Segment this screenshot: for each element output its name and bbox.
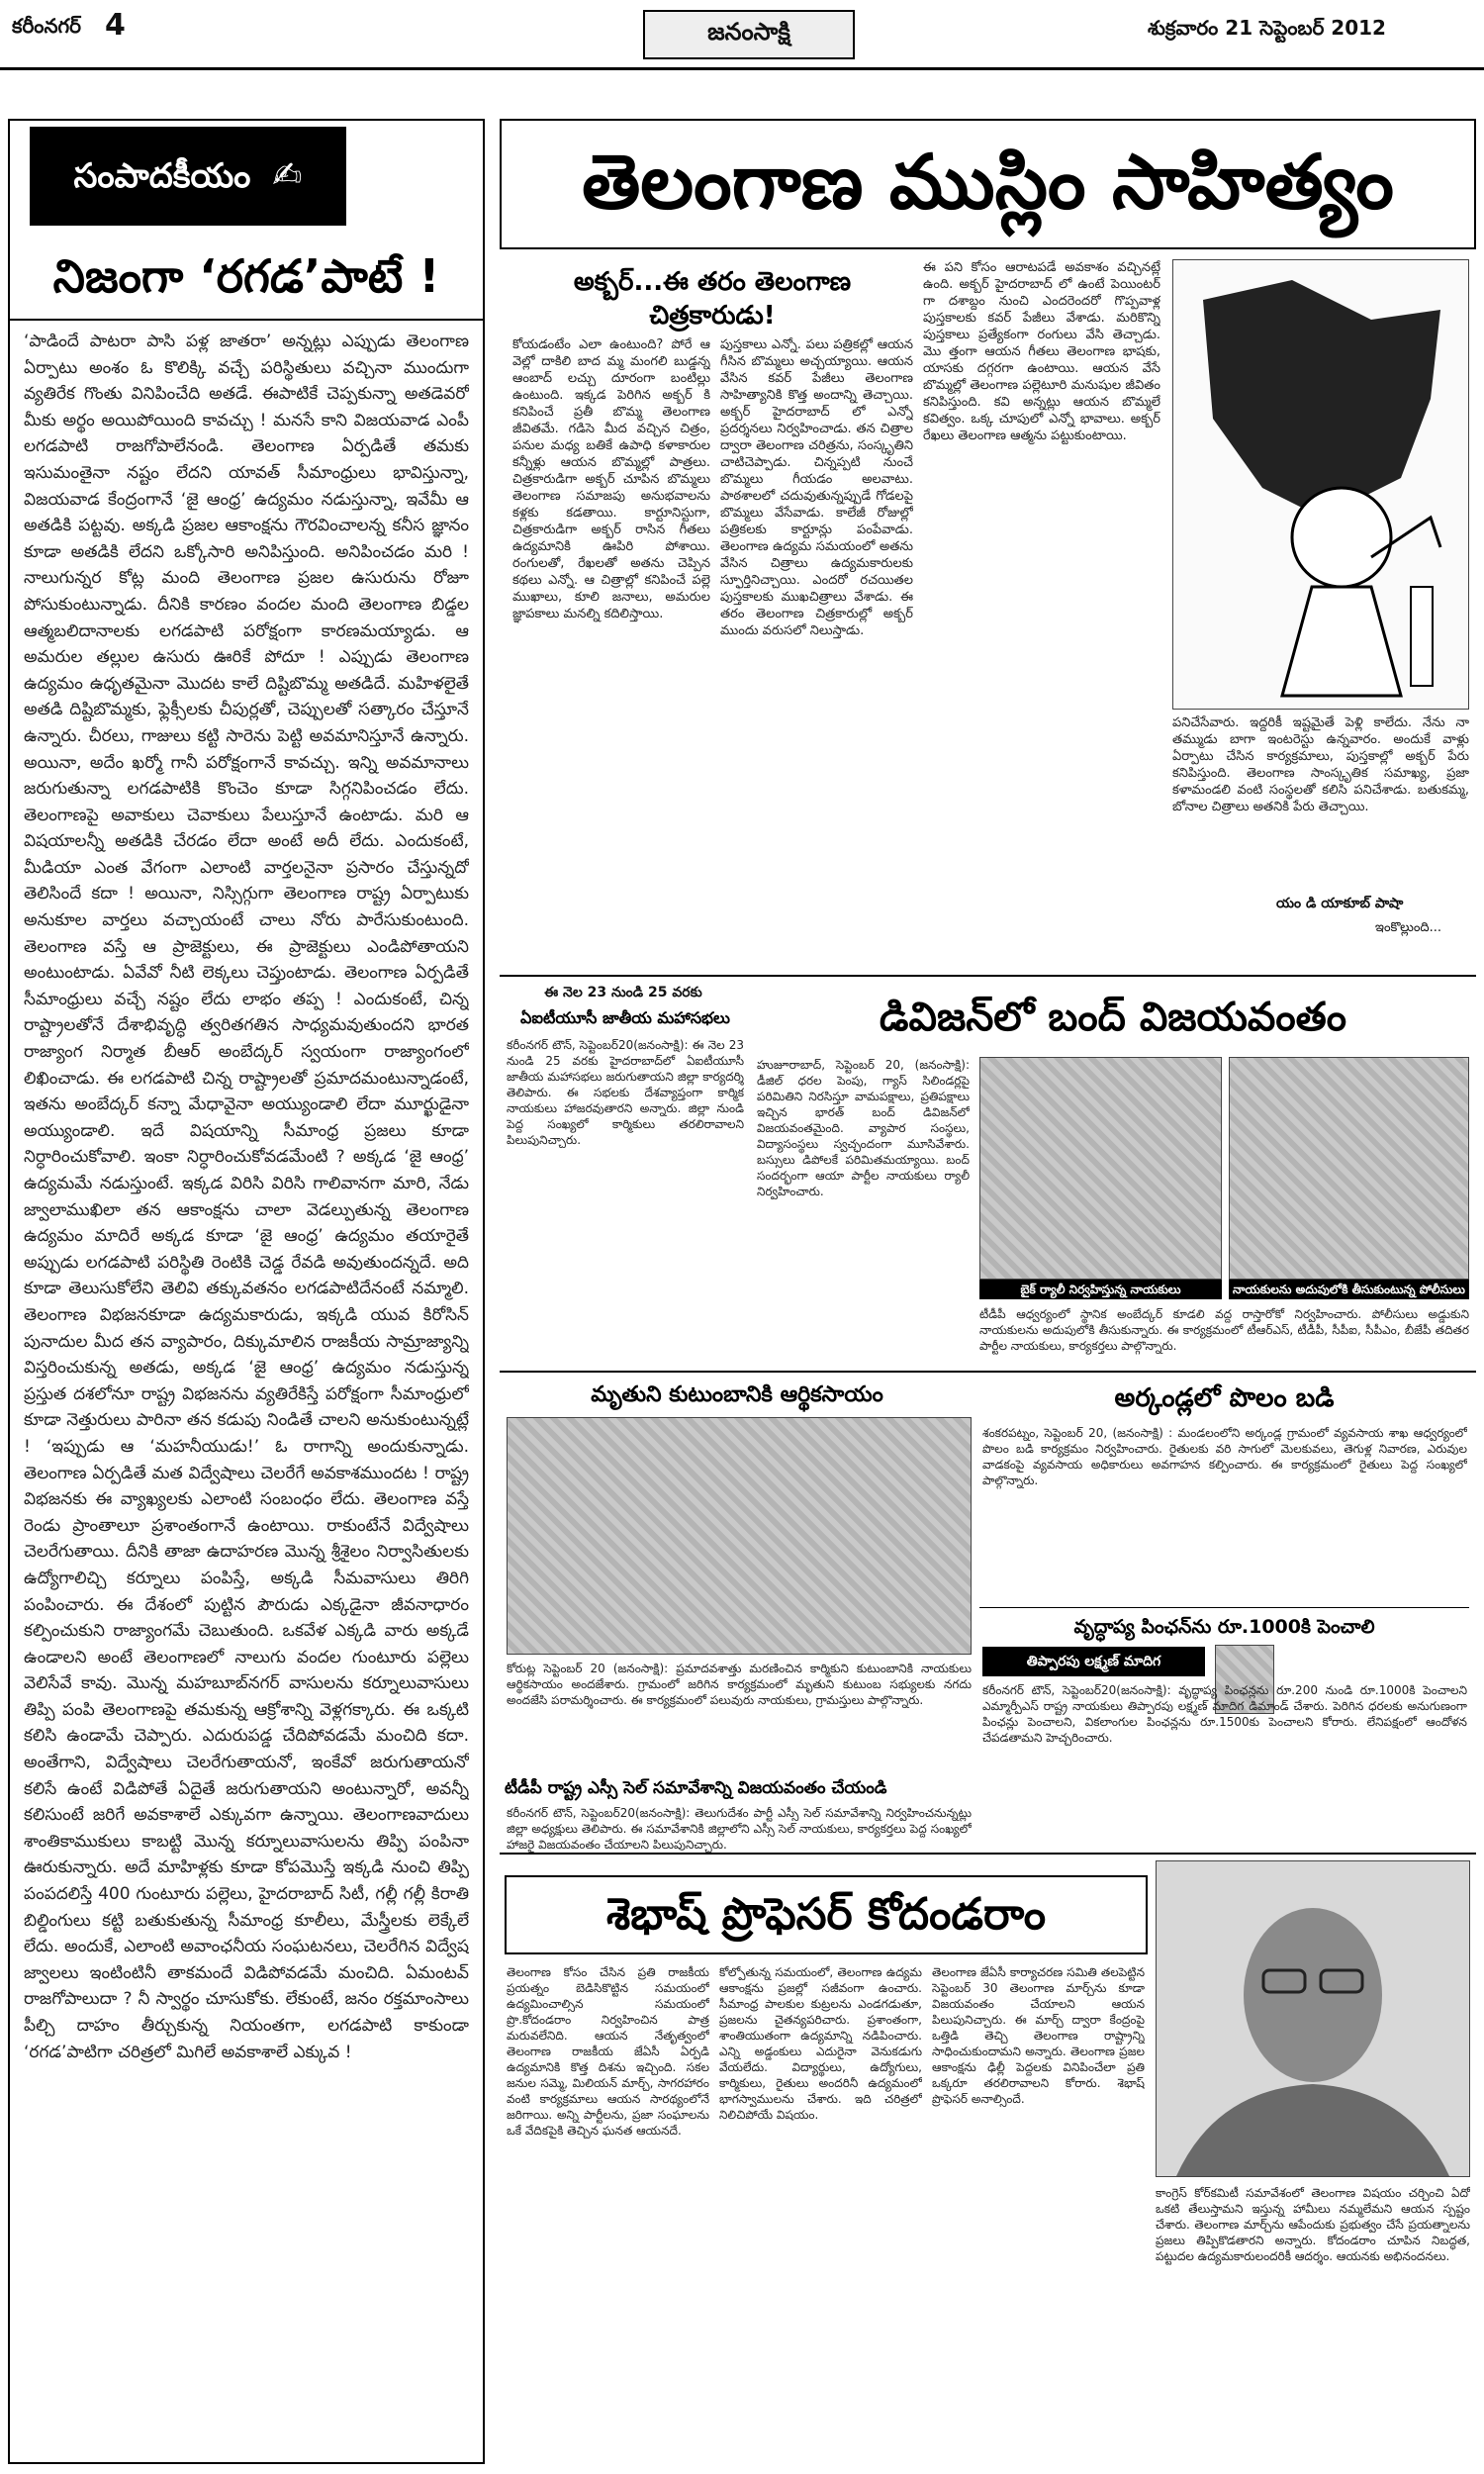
arkandla-rule <box>979 1607 1469 1608</box>
masthead-paper-name: జనంసాక్షి <box>707 18 790 46</box>
main-banner-box <box>500 119 1476 249</box>
masthead-location: కరీంనగర్ <box>12 14 81 38</box>
akbar-signature-note: ఇంకొల్లుంది... <box>1375 920 1442 935</box>
pension-text: కరీంనగర్‌ టౌన్‌, సెప్టెంబర్‌20(జనంసాక్షి): వృద్ధాప్య పింఛన్లను రూ.200 నుండి రూ.1000కి పెంచాలని ఎమ్మార్పీఎస్‌ రాష్ట్ర నాయకులు తిప్పారపు లక్ష్మణ్‌ మాదిగ డిమాండ్‌ చేశారు. పెరిగిన ధరలకు అనుగుణంగా పింఛన్లు పెంచాలని, వికలాంగుల పింఛన్లను రూ.1500కు పెంచాలని కోరారు. లేనిపక్షంలో ఆందోళన చేపడతామని హెచ్చరించారు. <box>982 1683 1467 1745</box>
editorial-title: నిజంగా ‘రగడ’పాటే ! <box>52 249 440 303</box>
akbar-col4: పనిచేసేవారు. ఇద్దరికీ ఇష్టమైతే పెళ్లి కాలేదు. నేను నా తమ్ముడు బాగా ఇంటరెస్టు ఉన్నవారం. అందుకే వాళ్లు ఏర్పాటు చేసిన కార్యక్రమాలు, పుస్తకాల్లో అక్బర్ పేరు కనిపిస్తుంది. తెలంగాణ సాంస్కృతిక సమాఖ్య, ప్రజా కళామండలి వంటి సంస్థలతో కలిసి పనిచేశాడు. బతుకమ్మ, బోనాల చిత్రాలు అతనికి పేరు తెచ్చాయి. <box>1172 715 1469 814</box>
bandh-title: డివిజన్‌లో బంద్‌ విజయవంతం <box>879 995 1347 1040</box>
editorial-section-banner <box>30 127 346 226</box>
editorial-section-label: సంపాదకీయం <box>73 156 251 196</box>
pen-icon: ✍ <box>272 155 303 196</box>
editorial-column <box>8 119 485 2464</box>
tdp-title: టీడీపీ రాష్ట్ర ఎస్సీ సెల్‌ సమావేశాన్ని విజయవంతం చేయండి <box>505 1778 887 1798</box>
akbar-col1: కోయడంటేం ఎలా ఉంటుంది? పోరే ఆ వెల్లో దాకిలి బాద మ్మ మంగలి బుడ్డన్న ఆంబాద్ లచ్చు దూరంగా బంటిల్లు ఉంటుంది. ఇక్కడ పెరిగిన అక్బర్ కి కనిపించే ప్రతీ బొమ్మ తెలంగాణ జీవితమే. గడిసె మీద వచ్చిన చిత్రం, పనుల మధ్య బతికే ఉపాధి కళాకారుల కన్నీళ్లు ఆయన బొమ్మల్లో పాత్రలు. చిత్రకారుడిగా అక్బర్ చూపిన బొమ్మలు తెలంగాణ సమాజపు అనుభవాలను కళ్లకు కడతాయి. కార్టూనిస్టుగా, చిత్రకారుడిగా అక్బర్ రాసిన గీతలు ఉద్యమానికి ఊపిరి పోశాయి. రంగులతో, రేఖలతో అతను చెప్పిన కథలు ఎన్నో. ఆ చిత్రాల్లో కనిపించే పల్లె ముఖాలు, కూలి జనాలు, అమరుల జ్ఞాపకాలు మనల్ని కదిలిస్తాయి. <box>512 337 710 621</box>
editorial-title-rule <box>10 319 483 321</box>
aituc-kicker: ఈ నెల 23 నుండి 25 వరకు <box>544 985 702 1000</box>
aituc-title: ఏఐటీయూసీ జాతీయ మహాసభలు <box>520 1008 730 1027</box>
bandh-photo-police <box>1229 1057 1469 1280</box>
portrait-silhouette <box>1157 1861 1469 2176</box>
aid-text: కోరుట్ల సెప్టెంబర్‌ 20 (జనంసాక్షి): ప్రమాదవశాత్తు మరణించిన కార్మికుని కుటుంబానికి నాయకులు ఆర్థికసాయం అందజేశారు. గ్రామంలో జరిగిన కార్యక్రమంలో మృతుని కుటుంబ సభ్యులకు నగదు అందజేసి పరామర్శించారు. ఈ కార్యక్రమంలో పలువురు నాయకులు, గ్రామస్తులు పాల్గొన్నారు. <box>507 1662 972 1707</box>
bandh-caption-police: నాయకులను అదుపులోకి తీసుకుంటున్న పోలీసులు <box>1229 1280 1469 1299</box>
arkandla-title: అర్కండ్లలో పొలం బడి <box>1114 1383 1335 1413</box>
akbar-illustration <box>1172 259 1469 710</box>
mid-rule-2 <box>500 1853 1476 1855</box>
pension-title: వృద్ధాప్య పింఛన్‌ను రూ.1000కి పెంచాలి <box>1073 1616 1375 1638</box>
akbar-bottom-rule <box>500 975 1476 977</box>
pension-byline-box <box>982 1647 1205 1676</box>
kodandaram-col3: తెలంగాణ జేఏసీ కార్యాచరణ సమితి తలపెట్టిన సెప్టెంబర్‌ 30 తెలంగాణ మార్చ్‌ను కూడా విజయవంతం చేయాలని ఆయన పిలుపునిచ్చారు. ఈ మార్చ్‌ ద్వారా కేంద్రంపై ఒత్తిడి తెచ్చి తెలంగాణ రాష్ట్రాన్ని సాధించుకుందామని అన్నారు. తెలంగాణ ప్రజల ఆకాంక్షను ఢిల్లీ పెద్దలకు వినిపించేలా ప్రతి ఒక్కరూ తరలిరావాలని కోరారు. శెభాష్ ప్రొఫెసర్ అనాల్సిందే. <box>932 1965 1145 2106</box>
pension-byline: తిప్పారపు లక్ష్మణ్‌ మాదిగ <box>1026 1654 1161 1669</box>
main-banner-title: తెలంగాణ ముస్లిం సాహిత్యం <box>582 138 1394 226</box>
bandh-text: హుజూరాబాద్‌, సెప్టెంబర్‌ 20, (జనంసాక్షి): డీజిల్‌ ధరల పెంపు, గ్యాస్‌ సిలిండర్లపై పరిమితిని నిరసిస్తూ వామపక్షాలు, ప్రతిపక్షాలు ఇచ్చిన భారత్‌ బంద్‌ డివిజన్‌లో విజయవంతమైంది. వ్యాపార సంస్థలు, విద్యాసంస్థలు స్వచ్ఛందంగా మూసివేశారు. బస్సులు డిపోలకే పరిమితమయ్యాయి. బంద్‌ సందర్భంగా ఆయా పార్టీల నాయకులు ర్యాలీ నిర్వహించారు. <box>757 1058 970 1198</box>
akbar-signature: యం డి యాకూబ్ పాషా <box>1276 896 1404 911</box>
akbar-col3: ఈ పని కోసం ఆరాటపడే అవకాశం వచ్చినట్లే ఉంది. అక్బర్ హైదరాబాద్ లో ఉంటే పెయింటర్ గా దశాబ్దం నుంచి ఎందరెందరో గొప్పవాళ్ల పుస్తకాలకు కవర్ పేజీలు వేశాడు. మరికొన్ని పుస్తకాలు ప్రత్యేకంగా రంగులు వేసి తెచ్చాడు. మొ త్తంగా ఆయన గీతలు తెలంగాణ భాషకు, యాసకు దగ్గరగా ఉంటాయి. ఆయన వేసే బొమ్మల్లో తెలంగాణ పల్లెటూరి మనుషుల జీవితం కనిపిస్తుంది. కవి అన్నట్లు ఆయన బొమ్మలే కవిత్వం. ఒక్క చూపులో ఎన్నో భావాలు. అక్బర్ రేఖలు తెలంగాణ ఆత్మను పట్టుకుంటాయి. <box>923 260 1160 443</box>
aid-photo <box>507 1417 972 1655</box>
aituc-text: కరీంనగర్‌ టౌన్‌, సెప్టెంబర్‌20(జనంసాక్షి): ఈ నెల 23 నుండి 25 వరకు హైదరాబాద్‌లో ఏఐటీయూసీ జాతీయ మహాసభలు జరుగుతాయని జిల్లా కార్యదర్శి తెలిపారు. ఈ సభలకు దేశవ్యాప్తంగా కార్మిక నాయకులు హాజరవుతారని అన్నారు. జిల్లా నుండి పెద్ద సంఖ్యలో కార్మికులు తరలిరావాలని పిలుపునిచ్చారు. <box>507 1038 744 1147</box>
kodandaram-title: శెభాష్‌ ప్రొఫెసర్‌ కోదండరాం <box>605 1889 1047 1940</box>
bandh-text-2: టీడీపీ ఆధ్వర్యంలో స్థానిక అంబేద్కర్ కూడలి వద్ద రాస్తారోకో నిర్వహించారు. పోలీసులు అడ్డుకుని నాయకులను అదుపులోకి తీసుకున్నారు. ఈ కార్యక్రమంలో టీఆర్‌ఎస్‌, టీడీపీ, సీపీఐ, సీపీఎం, బీజేపీ తదితర పార్టీల నాయకులు, కార్యకర్తలు పాల్గొన్నారు. <box>979 1307 1469 1353</box>
aid-title: మృతుని కుటుంబానికి ఆర్థికసాయం <box>591 1382 883 1407</box>
kodandaram-banner <box>505 1875 1148 1954</box>
akbar-title: అక్బర్‌...ఈ తరం తెలంగాణ చిత్రకారుడు! <box>573 267 852 331</box>
kodandaram-photo <box>1156 1860 1470 2177</box>
arkandla-text: శంకరపట్నం, సెప్టెంబర్‌ 20, (జనంసాక్షి) : మండలంలోని అర్కండ్ల గ్రామంలో వ్యవసాయ శాఖ ఆధ్వర్యంలో పొలం బడి కార్యక్రమం నిర్వహించారు. రైతులకు వరి సాగులో మెలకువలు, తెగుళ్ల నివారణ, ఎరువుల వాడకంపై వ్యవసాయ అధికారులు అవగాహన కల్పించారు. ఈ కార్యక్రమంలో రైతులు పెద్ద సంఖ్యలో పాల్గొన్నారు. <box>982 1426 1467 1487</box>
mid-rule-1 <box>500 1371 1476 1373</box>
bandh-photo-rally <box>979 1057 1222 1280</box>
editorial-body: ‘పాడిందే పాటరా పాసి పళ్ల జాతరా’ అన్నట్లు ఎప్పుడు తెలంగాణ ఏర్పాటు అంశం ఓ కొలిక్కి వచ్చే పరిస్థితులు వచ్చినా ముందుగా వ్యతిరేక గొంతు వినిపించేది అతడే. ఈపాటికే చెప్పకున్నా అతడెవరో మీకు అర్థం అయిపోయింది కావచ్చు ! మనసే కాని విజయవాడ ఎంపీ లగడపాటి రాజగోపాలేనండి. తెలంగాణ ఏర్పడితే తమకు ఇసుమంతైనా నష్టం లేదని యావత్ సీమాంధ్రులు భావిస్తున్నా, విజయవాడ కేంద్రంగానే ‘జై ఆంధ్ర’ ఉద్యమం నడుస్తున్నా, ఇవేమీ ఆ అతడికి పట్టవు. అక్కడి ప్రజల ఆకాంక్షను గౌరవించాలన్న కనీస జ్ఞానం కూడా అతడికి లేదని ఒక్కోసారి అనిపిస్తుంది. అనిపించడం మరి ! నాలుగున్నర కోట్ల మంది తెలంగాణ ప్రజల ఉసురును రోజూ పోసుకుంటున్నాడు. దీనికి కారణం వందల మంది తెలంగాణ బిడ్డల ఆత్మబలిదానాలకు లగడపాటి పరోక్షంగా కారణమయ్యాడు. ఆ అమరుల తల్లుల ఉసురు ఊరికే పోదూ ! ఎప్పుడు తెలంగాణ ఉద్యమం ఉధృతమైనా మొదట కాలే దిష్టిబొమ్మ అతడిదే. మహిళలైతే అతడి దిష్టిబొమ్మకు, ఫ్లెక్సీలకు చీపుర్లతో, చెప్పులతో సత్కారం చేస్తూనే ఉన్నారు. చీరలు, గాజులు కట్టి సారెను పెట్టి అవమానిస్తూనే ఉన్నారు. అయినా, అదేం ఖర్మో గానీ పరోక్షంగానే కావచ్చు. ఇన్ని అవమానాలు జరుగుతున్నా లగడపాటికి కొంచెం కూడా సిగ్గనిపించడం లేదు. తెలంగాణపై అవాకులు చెవాకులు పేలుస్తూనే ఉంటాడు. మరి ఆ విషయాలన్నీ అతడికి చేరడం లేదా అంటే అదీ లేదు. ఎందుకంటే, మీడియా ఎంత వేగంగా ఎలాంటి వార్తలనైనా ప్రసారం చేస్తున్నదో తెలిసిందే కదా ! అయినా, నిస్సిగ్గుగా తెలంగాణ రాష్ట్ర ఏర్పాటుకు అనుకూల వార్తలు వచ్చాయంటే చాలు నోరు పారేసుకుంటుంది. తెలంగాణ వస్తే ఆ ప్రాజెక్టులు, ఈ ప్రాజెక్టులు ఎండిపోతాయని అంటుంటాడు. ఏవేవో నీటి లెక్కలు చెప్తుంటాడు. తెలంగాణ ఏర్పడితే సీమాంధ్రులు వచ్చే నష్టం లేదు లాభం తప్ప ! ఎందుకంటే, చిన్న రాష్ట్రాలతోనే దేశాభివృద్ధి త్వరితగతిన సాధ్యమవుతుందని భారత రాజ్యాంగ నిర్మాత బీఆర్ అంబేద్కర్ స్వయంగా రాజ్యాంగంలో లిఖించాడు. ఈ లగడపాటి చిన్న రాష్ట్రాలతో ప్రమాదమంటున్నాడంటే, ఇతను అంబేద్కర్ కన్నా మేధావైనా అయ్యుండాలి లేదా మూర్ఖుడైనా అయ్యుండాలి. ఇదే విషయాన్ని సీమాంధ్ర ప్రజలు కూడా నిర్ధారించుకోవాలి. ఇంకా నిర్ధారించుకోవడమేంటి ? అక్కడ ‘జై ఆంధ్ర’ ఉద్యమమే నడుస్తుంటే. ఇక్కడ విరిసి విరిసి గాలివానగా మారి, నేడు జ్వాలాముఖిలా తన ఆకాంక్షను చాలా వెడల్పుతున్న తెలంగాణ ఉద్యమం మాదిరే అక్కడ కూడా ‘జై ఆంధ్ర’ ఉద్యమం తయారైతే అప్పుడు లగడపాటి పరిస్థితి రెంటికి చెడ్డ రేవడి అవుతుందన్నదే. అది కూడా తెలుసుకోలేని తెలివి తక్కువతనం లగడపాటిదేనంటే నమ్మాలి. తెలంగాణ విభజనకూడా ఉద్యమకారుడు, ఇక్కడి యువ కిరోసిన్ పునాదుల మీద తన వ్యాపారం, దిక్కుమాలిన రాజకీయ సామ్రాజ్యాన్ని విస్తరించుకున్న అతడు, అక్కడ ‘జై ఆంధ్ర’ ఉద్యమం నడుస్తున్న ప్రస్తుత దశలోనూ రాష్ట్ర విభజనను వ్యతిరేకిస్తే పరోక్షంగా సీమాంధ్రులో కూడా నెత్తురులు పారినా తన కడుపు నిండితే చాలని అనుకుంటున్నట్లే ! ‘ఇప్పుడు ఆ ‘మహనీయుడు!’ ఓ రాగాన్ని అందుకున్నాడు. తెలంగాణ ఏర్పడితే మత విద్వేషాలు చెలరేగే అవకాశముందట ! రాష్ట్ర విభజనకు ఈ వ్యాఖ్యలకు ఎలాంటి సంబంధం లేదు. తెలంగాణ వస్తే రెండు ప్రాంతాలూ ప్రశాంతంగానే ఉంటాయి. రాకుంటేనే విద్వేషాలు చెలరేగుతాయి. దీనికి తాజా ఉదాహరణ మొన్న శ్రీశైలం నిర్వాసితులకు ఉద్యోగాలిచ్చి కర్నూలు పంపిస్తే, అక్కడి సీమవాసులు తిరిగి పంపించారు. ఈ దేశంలో పుట్టిన పౌరుడు ఎక్కడైనా జీవనాధారం కల్పించుకుని రాజ్యాంగమే చెబుతుంది. ఒకవేళ ఎక్కడి వారు అక్కడే ఉండాలని అంటే తెలంగాణలో నాలుగు వందల గుంటూరు పల్లెలు వెలిసేవే కావు. మొన్న మహబూబ్‌నగర్‌ వాసులను కర్నూలువాసులు తిప్పి పంపి తెలంగాణపై తమకున్న ఆక్రోశాన్ని వెళ్లగక్కారు. ఈ ఒక్కటి కలిసి ఉండామే చెప్పారు. ఎదురుపడ్డ చేదిపోవడమే మంచిది కదా. అంతేగాని, విద్వేషాలు చెలరేగుతాయనో, ఇంకేవో జరుగుతాయనో కలిసే ఉంటే విడిపోతే ఏదైతే జరుగుతాయని అంటున్నారో, అవన్నీ కలిసుంటే జరిగే అవకాశాలే ఎక్కువగా ఉన్నాయి. తెలంగాణవాదులు శాంతికాముకులు కాబట్టి మొన్న కర్నూలువాసులను తిప్పి పంపినా ఊరుకున్నారు. అదే మాహిళ్లకు కూడా కోపమొస్తే ఇక్కడి నుంచి తిప్పి పంపదలిస్తే 400 గుంటూరు పల్లెలు, హైదరాబాద్ సిటీ, గల్లీ గల్లీ కిరాతి బిల్డింగులు కట్టి బతుకుతున్న సీమాంధ్ర కూలీలు, మేస్త్రీలకు లెక్కేలే లేదు. అందుకే, ఎలాంటి అవాంఛనీయ సంఘటనలు, చెలరేగిన విద్వేష జ్వాలలు ఇంటింటినీ తాకమందే విడిపోవడమే మంచిది. ఏమంటవ్ రాజగోపాలుదా ? నీ స్వార్థం చూసుకోకు. లేకుంటే, జనం రక్తమాంసాలు పీల్చి దాహం తీర్చుకున్న నియంతగా, లగడపాటి కాకుండా ‘రగడ’పాటిగా చరిత్రలో మిగిలే అవకాశాలే ఎక్కువ ! <box>24 332 469 2062</box>
masthead-date: శుక్రవారం 21 సెప్టెంబర్ 2012 <box>1148 16 1386 40</box>
tdp-text: కరీంనగర్‌ టౌన్‌, సెప్టెంబర్‌20(జనంసాక్షి): తెలుగుదేశం పార్టీ ఎస్సీ సెల్‌ సమావేశాన్ని నిర్వహించనున్నట్లు జిల్లా అధ్యక్షులు తెలిపారు. ఈ సమావేశానికి జిల్లాలోని ఎస్సీ సెల్‌ నాయకులు, కార్యకర్తలు పెద్ద సంఖ్యలో హాజరై విజయవంతం చేయాలని పిలుపునిచ్చారు. <box>507 1806 972 1852</box>
telangana-map-sketch <box>1173 260 1468 709</box>
masthead-logo <box>643 10 855 59</box>
kodandaram-col2: కోల్పోతున్న సమయంలో, తెలంగాణ ఉద్యమ ఆకాంక్షను ప్రజల్లో సజీవంగా ఉంచారు. సీమాంధ్ర పాలకుల కుట్రలను ఎండగడుతూ, ప్రజలను చైతన్యపరిచారు. ప్రశాంతంగా, శాంతియుతంగా ఉద్యమాన్ని నడిపించారు. ఎన్ని అడ్డంకులు ఎదురైనా వెనుకడుగు వేయలేదు. విద్యార్థులు, ఉద్యోగులు, కార్మికులు, రైతులు అందరినీ ఉద్యమంలో భాగస్వాములను చేశారు. ఇది చరిత్రలో నిలిచిపోయే విషయం. <box>719 1965 922 2122</box>
kodandaram-col4: కాంగ్రెస్‌ కోర్‌కమిటీ సమావేశంలో తెలంగాణ విషయం చర్చించి ఏదో ఒకటి తేలుస్తామని ఇస్తున్న హామీలు నమ్మలేమని ఆయన స్పష్టం చేశారు. తెలంగాణ మార్చ్‌ను ఆపేందుకు ప్రభుత్వం చేసే ప్రయత్నాలను ప్రజలు తిప్పికొడతారని అన్నారు. కోదండరాం చూపిన నిబద్ధత, పట్టుదల ఉద్యమకారులందరికీ ఆదర్శం. ఆయనకు అభినందనలు. <box>1156 2186 1470 2263</box>
bandh-caption-rally: బైక్‌ ర్యాలీ నిర్వహిస్తున్న నాయకులు <box>979 1280 1222 1299</box>
masthead-rule <box>0 67 1484 70</box>
akbar-col2: పుస్తకాలు ఎన్నో. పలు పత్రికల్లో ఆయన గీసిన బొమ్మలు అచ్చయ్యాయి. ఆయన వేసిన కవర్ పేజీలు తెలంగాణ సాహిత్యానికి కొత్త అందాన్ని తెచ్చాయి. అక్బర్ హైదరాబాద్ లో ఎన్నో ప్రదర్శనలు నిర్వహించాడు. తన చిత్రాల ద్వారా తెలంగాణ చరిత్రను, సంస్కృతిని చాటిచెప్పాడు. చిన్నప్పటి నుంచే బొమ్మలు గీయడం అలవాటు. పాఠశాలలో చదువుతున్నప్పుడే గోడలపై బొమ్మలు వేసేవాడు. కాలేజీ రోజుల్లో పత్రికలకు కార్టూన్లు పంపేవాడు. తెలంగాణ ఉద్యమ సమయంలో అతను వేసిన చిత్రాలు ఉద్యమకారులకు స్ఫూర్తినిచ్చాయి. ఎందరో రచయితల పుస్తకాలకు ముఖచిత్రాలు వేశాడు. ఈ తరం తెలంగాణ చిత్రకారుల్లో అక్బర్ ముందు వరుసలో నిలుస్తాడు. <box>720 337 913 638</box>
page-number: 4 <box>105 8 126 43</box>
kodandaram-col1: తెలంగాణ కోసం చేసిన ప్రతి రాజకీయ ప్రయత్నం బెడిసికొట్టిన సమయంలో ఉద్యమించాల్సిన సమయంలో ప్రొ.కోదండరాం నిర్వహించిన పాత్ర మరువలేనిది. ఆయన నేతృత్వంలో తెలంగాణ రాజకీయ జేఏసీ ఏర్పడి ఉద్యమానికి కొత్త దిశను ఇచ్చింది. సకల జనుల సమ్మె, మిలియన్ మార్చ్, సాగరహారం వంటి కార్యక్రమాలు ఆయన సారథ్యంలోనే జరిగాయి. అన్ని పార్టీలను, ప్రజా సంఘాలను ఒకే వేదికపైకి తెచ్చిన ఘనత ఆయనదే. <box>507 1965 709 2138</box>
